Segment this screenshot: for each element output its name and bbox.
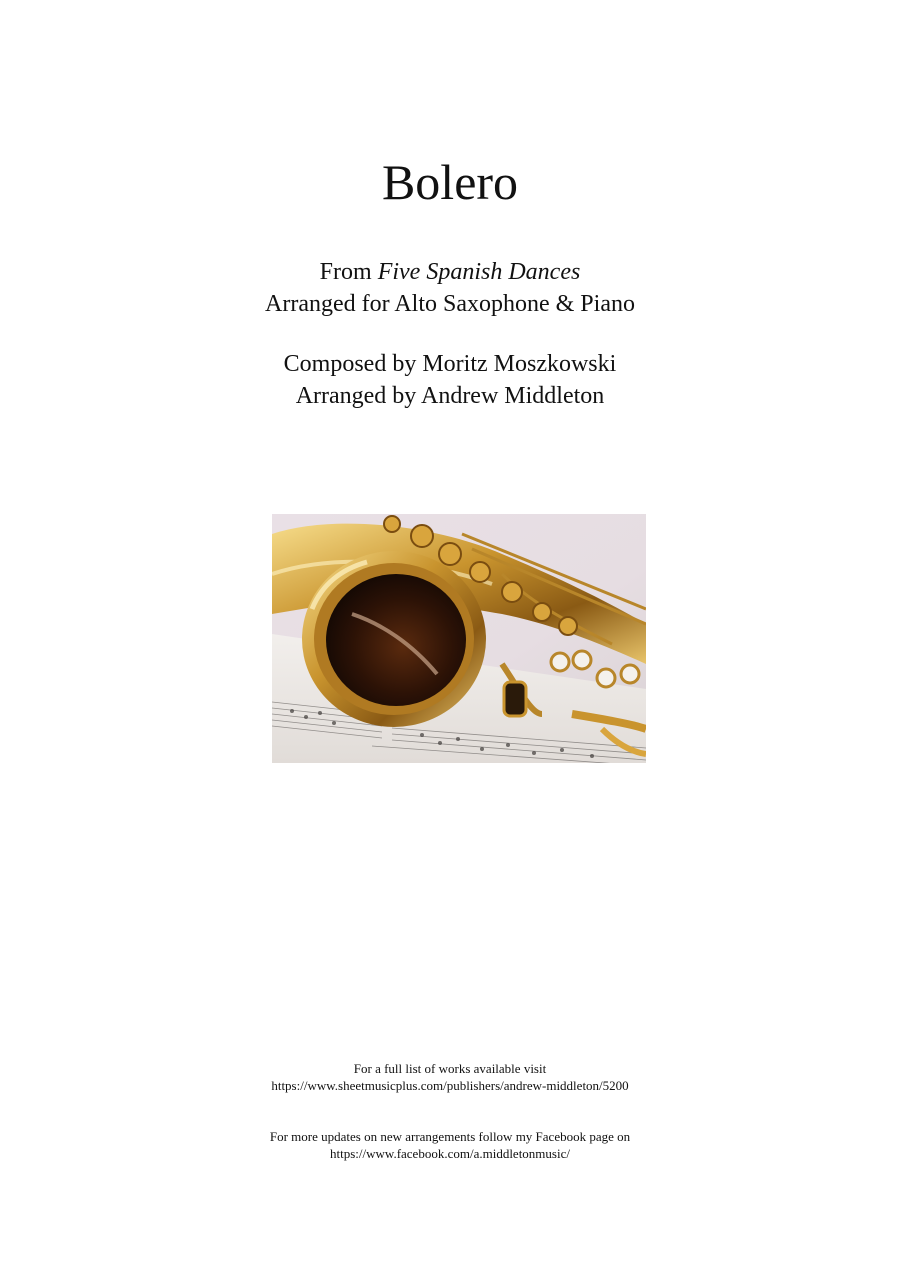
facebook-notice [0,1128,900,1162]
saxophone-illustration [272,514,646,763]
saxophone-photo [272,514,646,763]
arranger-credit: Arranged by Andrew Middleton [295,383,605,409]
from-prefix: From [319,259,378,285]
subtitle-block [0,256,900,320]
works-list-intro: For a full list of works available visit [353,1061,547,1076]
instrumentation-line: Arranged for Alto Saxophone & Piano [265,291,635,317]
from-line [0,256,900,288]
credits-block [0,348,900,412]
facebook-url[interactable]: https://www.facebook.com/a.middletonmusic/ [330,1146,570,1161]
saxophone-bell [302,551,486,727]
works-list-url[interactable]: https://www.sheetmusicplus.com/publishers/andrew-middleton/5200 [271,1078,629,1093]
page-title: Bolero [381,154,519,210]
composer-credit: Composed by Moritz Moszkowski [283,351,617,377]
facebook-intro: For more updates on new arrangements follow my Facebook page on [269,1129,631,1144]
source-work-title: Five Spanish Dances [377,259,581,285]
works-list-notice [0,1060,900,1094]
